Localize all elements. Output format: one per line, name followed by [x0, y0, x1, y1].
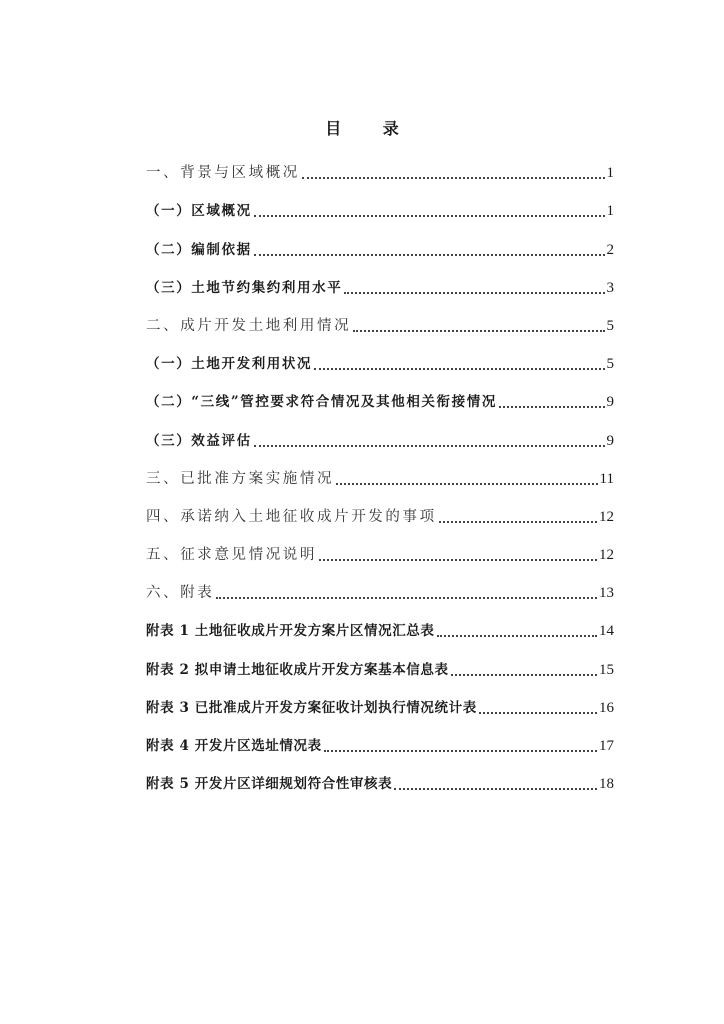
toc-page-number: 18 [599, 776, 614, 793]
toc-list [146, 148, 614, 797]
toc-page-number: 17 [599, 738, 614, 754]
toc-entry[interactable] [146, 759, 614, 797]
toc-page-number: 14 [599, 623, 614, 640]
toc-dot-leader [319, 558, 597, 561]
toc-entry[interactable] [146, 683, 614, 721]
toc-page-number: 11 [599, 470, 614, 487]
toc-page-number: 2 [606, 241, 614, 258]
toc-page-number: 16 [599, 699, 614, 716]
toc-entry-label: 附表 1 土地征收成片开发方案片区情况汇总表 [146, 623, 435, 640]
toc-entry[interactable] [146, 568, 614, 606]
toc-entry-label: 一、背景与区域概况 [146, 165, 300, 182]
toc-entry-label: 六、附表 [146, 585, 215, 602]
toc-dot-leader [499, 405, 605, 408]
toc-entry-label: 五、征求意见情况说明 [146, 547, 317, 564]
toc-dot-leader [394, 787, 597, 790]
toc-page-number: 5 [606, 356, 614, 373]
toc-dot-leader [344, 291, 604, 294]
toc-dot-leader [314, 367, 604, 370]
toc-entry-label: 附表 4 开发片区选址情况表 [146, 738, 322, 754]
toc-entry-label: （一）土地开发利用状况 [146, 356, 313, 373]
toc-entry-label: （三）效益评估 [146, 432, 252, 449]
toc-entry[interactable] [146, 301, 614, 339]
toc-entry[interactable] [146, 454, 614, 492]
toc-page-number: 1 [606, 165, 614, 182]
toc-entry-label: 三、已批准方案实施情况 [146, 470, 335, 487]
toc-entry-label: （二）“三线”管控要求符合情况及其他相关衔接情况 [146, 394, 497, 411]
toc-entry[interactable] [146, 415, 614, 453]
toc-dot-leader [254, 253, 605, 256]
toc-entry-label: （二）编制依据 [146, 241, 252, 258]
toc-page-number: 13 [599, 585, 614, 602]
toc-entry-label: 附表 3 已批准成片开发方案征收计划执行情况统计表 [146, 699, 477, 716]
toc-page-number: 12 [599, 547, 614, 564]
toc-entry[interactable] [146, 339, 614, 377]
toc-entry[interactable] [146, 644, 614, 682]
toc-entry[interactable] [146, 606, 614, 644]
toc-entry[interactable] [146, 721, 614, 759]
toc-entry-label: （三）土地节约集约利用水平 [146, 279, 343, 296]
toc-dot-leader [336, 482, 597, 485]
toc-entry[interactable] [146, 377, 614, 415]
toc-entry-label: 二、成片开发土地利用情况 [146, 317, 352, 334]
toc-dot-leader [324, 749, 597, 752]
toc-entry[interactable] [146, 148, 614, 186]
toc-title: 目 录 [325, 119, 417, 138]
toc-dot-leader [439, 520, 597, 523]
toc-page-number: 9 [606, 394, 614, 411]
toc-entry-label: 四、承诺纳入土地征收成片开发的事项 [146, 508, 437, 525]
toc-entry[interactable] [146, 263, 614, 301]
toc-dot-leader [479, 711, 597, 714]
toc-dot-leader [302, 176, 605, 179]
toc-entry[interactable] [146, 492, 614, 530]
toc-page-number: 1 [606, 203, 614, 220]
toc-page-number: 5 [606, 317, 614, 334]
toc-entry-label: 附表 5 开发片区详细规划符合性审核表 [146, 776, 393, 793]
toc-dot-leader [353, 329, 604, 332]
toc-page-number: 15 [599, 661, 614, 678]
toc-dot-leader [216, 596, 597, 599]
toc-entry-label: （一）区域概况 [146, 203, 252, 220]
toc-page-number: 3 [606, 279, 614, 296]
toc-entry[interactable] [146, 186, 614, 224]
toc-page-number: 12 [599, 508, 614, 525]
toc-dot-leader [451, 673, 597, 676]
toc-dot-leader [437, 634, 598, 637]
toc-dot-leader [254, 444, 605, 447]
toc-entry-label: 附表 2 拟申请土地征收成片开发方案基本信息表 [146, 661, 449, 678]
toc-entry[interactable] [146, 224, 614, 262]
toc-page-number: 9 [606, 432, 614, 449]
toc-dot-leader [254, 214, 605, 217]
toc-entry[interactable] [146, 530, 614, 568]
